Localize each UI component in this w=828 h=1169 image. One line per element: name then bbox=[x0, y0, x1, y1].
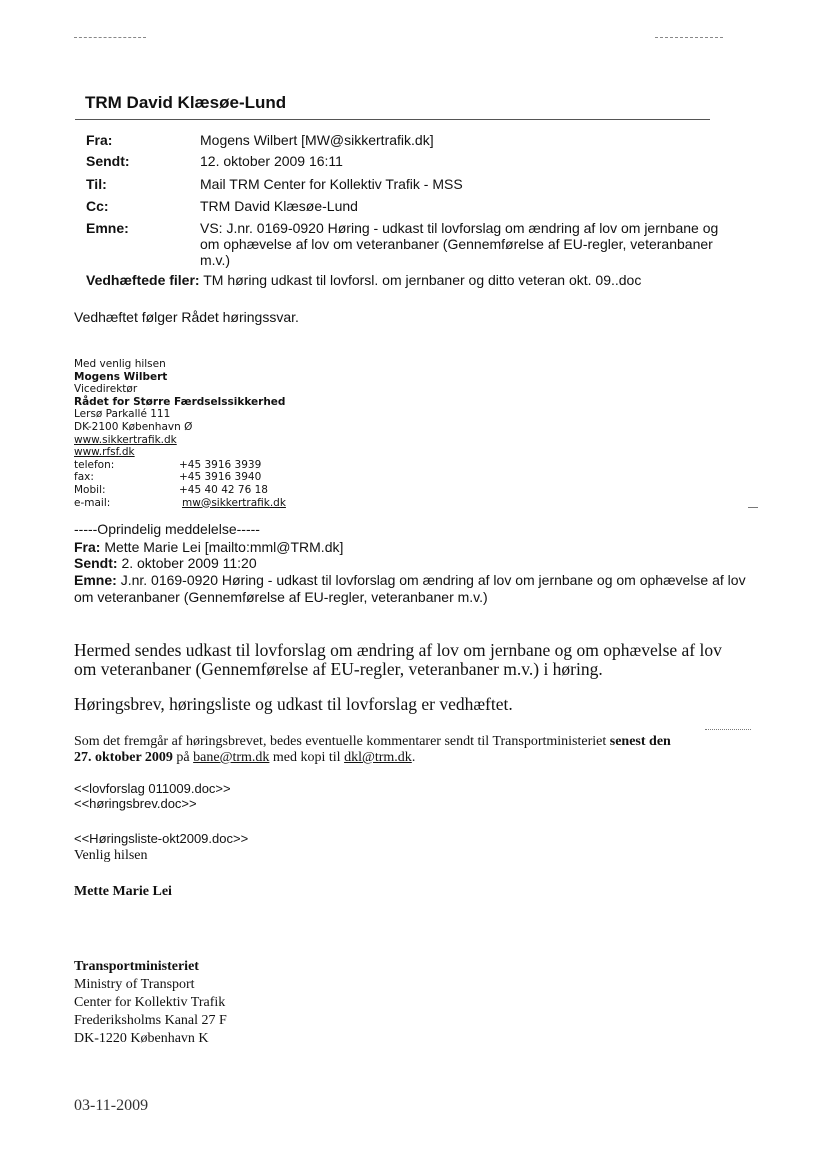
from-label: Fra: bbox=[86, 132, 113, 148]
letter-para3-line2 bbox=[74, 749, 415, 766]
sig-title: Vicedirektør bbox=[74, 383, 138, 396]
fwd-from-value: Mette Marie Lei [mailto:mml@TRM.dk] bbox=[104, 539, 344, 555]
to-label: Til: bbox=[86, 176, 107, 192]
subject-line-2: om ophævelse af lov om veteranbaner (Gennemførelse af EU-regler, veteranbaner bbox=[200, 236, 713, 252]
signature-block bbox=[74, 358, 374, 509]
para3-text-b: på bbox=[172, 750, 194, 765]
para3-text-d: . bbox=[411, 750, 416, 765]
sig-greeting: Med venlig hilsen bbox=[74, 358, 166, 370]
sig-contact-email bbox=[74, 497, 374, 510]
email-link-bane[interactable]: bane@trm.dk bbox=[193, 750, 270, 765]
ministry-line-2: Center for Kollektiv Trafik bbox=[74, 995, 226, 1010]
para3-deadline-a: senest den bbox=[609, 734, 671, 749]
letter-para1-line1: Hermed sendes udkast til lovforslag om ændring af lov om jernbane og om ophævelse af lov bbox=[74, 640, 722, 660]
sig-email-label: e-mail: bbox=[74, 496, 111, 509]
attachment-lovforslag[interactable]: <<lovforslag 011009.doc>> bbox=[74, 781, 231, 796]
email-link-dkl[interactable]: dkl@trm.dk bbox=[344, 750, 412, 765]
subject-line-1: VS: J.nr. 0169-0920 Høring - udkast til lovforslag om ændring af lov om jernbane og bbox=[200, 220, 719, 236]
sig-mobile-label: Mobil: bbox=[74, 483, 106, 496]
sig-email-link[interactable]: mw@sikkertrafik.dk bbox=[182, 496, 286, 509]
sig-contact-phone bbox=[74, 459, 374, 472]
sig-name: Mogens Wilbert bbox=[74, 370, 168, 383]
scan-artifact-left bbox=[74, 37, 146, 38]
sig-web-link-2[interactable]: www.rfsf.dk bbox=[74, 446, 135, 459]
fwd-sent-label: Sendt: bbox=[74, 555, 118, 571]
attachments-row bbox=[86, 272, 641, 288]
fwd-sent-row bbox=[74, 554, 257, 572]
letter-para2: Høringsbrev, høringsliste og udkast til lovforslag er vedhæftet. bbox=[74, 694, 513, 714]
header-rule bbox=[75, 119, 710, 120]
sig-fax-label: fax: bbox=[74, 471, 94, 484]
sig-contact-fax bbox=[74, 471, 374, 484]
attachment-file[interactable]: TM høring udkast til lovforsl. om jernbaner og ditto veteran okt. 09..doc bbox=[203, 272, 642, 288]
original-message-separator: -----Oprindelig meddelelse----- bbox=[74, 521, 260, 537]
fwd-subject-row bbox=[74, 571, 746, 589]
sent-label: Sendt: bbox=[86, 153, 130, 169]
ministry-name: Transportministeriet bbox=[74, 959, 199, 974]
ministry-line-4: DK-1220 København K bbox=[74, 1031, 209, 1046]
letter-closing: Venlig hilsen bbox=[74, 848, 148, 863]
fwd-subject-line-2: om veteranbaner (Gennemførelse af EU-regler, veteranbaner m.v.) bbox=[74, 589, 488, 605]
attachments-label: Vedhæftede filer: bbox=[86, 272, 200, 288]
sig-mobile-value: +45 40 42 76 18 bbox=[179, 483, 268, 496]
sig-phone-label: telefon: bbox=[74, 458, 115, 471]
sig-web-link-1[interactable]: www.sikkertrafik.dk bbox=[74, 433, 177, 446]
letter-para3-line1 bbox=[74, 733, 671, 750]
attachment-horingsliste[interactable]: <<Høringsliste-okt2009.doc>> bbox=[74, 831, 249, 846]
fwd-from-label: Fra: bbox=[74, 539, 101, 555]
subject-line-3: m.v.) bbox=[200, 252, 231, 268]
cc-label: Cc: bbox=[86, 198, 109, 214]
sig-phone-value: +45 3916 3939 bbox=[179, 458, 262, 471]
scan-artifact-mark-2 bbox=[705, 729, 751, 730]
email-owner-title: TRM David Klæsøe-Lund bbox=[85, 93, 287, 112]
letter-para1-line2: om veteranbaner (Gennemførelse af EU-regler, veteranbaner m.v.) i høring. bbox=[74, 659, 603, 679]
sig-contact-mobile bbox=[74, 484, 374, 497]
para3-text-a: Som det fremgår af høringsbrevet, bedes eventuelle kommentarer sendt til Transportministeriet bbox=[74, 734, 610, 749]
fwd-subject-line-1: J.nr. 0169-0920 Høring - udkast til lovforslag om ændring af lov om jernbane og om ophævelse af lov bbox=[120, 572, 746, 588]
intro-text: Vedhæftet følger Rådet høringssvar. bbox=[74, 309, 299, 325]
ministry-line-1: Ministry of Transport bbox=[74, 977, 195, 992]
scan-artifact-right bbox=[655, 37, 723, 38]
fwd-sent-value: 2. oktober 2009 11:20 bbox=[121, 555, 257, 571]
attachment-horingsbrev[interactable]: <<høringsbrev.doc>> bbox=[74, 796, 197, 811]
sig-org: Rådet for Større Færdselssikkerhed bbox=[74, 395, 286, 408]
cc-value: TRM David Klæsøe-Lund bbox=[200, 198, 358, 214]
sent-value: 12. oktober 2009 16:11 bbox=[200, 153, 343, 169]
letter-sender-name: Mette Marie Lei bbox=[74, 884, 172, 899]
scan-artifact-mark bbox=[748, 507, 758, 508]
page-date: 03-11-2009 bbox=[74, 1097, 149, 1114]
sig-fax-value: +45 3916 3940 bbox=[179, 471, 262, 484]
para3-deadline-date: 27. oktober 2009 bbox=[74, 750, 173, 765]
subject-label: Emne: bbox=[86, 220, 129, 236]
sig-street: Lersø Parkallé 111 bbox=[74, 408, 171, 421]
para3-text-c: med kopi til bbox=[269, 750, 345, 765]
from-value: Mogens Wilbert [MW@sikkertrafik.dk] bbox=[200, 132, 434, 148]
sig-city: DK-2100 København Ø bbox=[74, 420, 193, 433]
ministry-line-3: Frederiksholms Kanal 27 F bbox=[74, 1013, 227, 1028]
fwd-subject-label: Emne: bbox=[74, 572, 117, 588]
to-value: Mail TRM Center for Kollektiv Trafik - MSS bbox=[200, 176, 463, 192]
